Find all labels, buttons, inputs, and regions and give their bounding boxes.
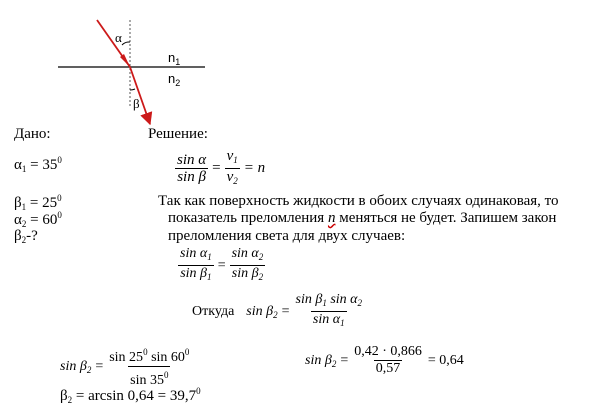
given-beta2: $\beta_2-$? [14, 228, 38, 245]
beta-label: β [133, 96, 140, 111]
equation-two-cases: $\frac{\sin \alpha_1}{\sin \beta_1}$ = $\frac{\sin \alpha_2}{\sin \beta_2}$ [178, 246, 265, 285]
beta-arc [130, 89, 135, 90]
given-title: Дано: [14, 126, 51, 142]
equation-numeric: $\sin \beta_2$ = $\frac{0,42 \cdot 0,866}{0,57}$ = 0,64 [305, 344, 464, 376]
alpha-arc [122, 42, 130, 45]
given-alpha1: $\alpha_1 = 35^0$ [14, 155, 62, 174]
given-alpha2: $\alpha_2 = 60^0$ [14, 210, 62, 229]
equation-snell-speeds: $\frac{\text{sin α}}{\text{sin β}}$ = $\frac{v_1}{v_2}$ = n [175, 148, 265, 189]
fraction-sin-alpha-beta: $\frac{\text{sin α}}{\text{sin β}}$ [177, 152, 207, 185]
paragraph-line-3: преломления света для двух случаев: [168, 228, 406, 244]
alpha-label: α [115, 30, 122, 45]
solution-title: Решение: [148, 126, 208, 142]
paragraph-line-1: Так как поверхность жидкости в обоих случаях одинаковая, то [158, 193, 559, 209]
n1-label: $n_1$ [168, 50, 181, 67]
final-answer: $\beta_2 = \arcsin 0,64 = 39,7^0$ [60, 386, 201, 405]
incident-arrowhead [120, 54, 130, 67]
equation-whence: Откуда $\sin \beta_2$ = $\frac{\sin \beta_1 \sin \alpha_2}{\sin \alpha_1}$ [192, 292, 364, 331]
refraction-diagram [0, 0, 260, 130]
fraction-v1-v2: $\frac{v_1}{v_2}$ [225, 148, 240, 189]
equation-substitution: $\sin \beta_2$ = $\frac{\sin 25^0 \sin 60^0}{\sin 35^0}$ [60, 347, 190, 388]
paragraph-line-2: показатель преломления n меняться не будет. Запишем закон [168, 210, 557, 226]
n2-label: $n_2$ [168, 71, 181, 88]
given-beta1: $\beta_1 = 25^0$ [14, 193, 62, 212]
